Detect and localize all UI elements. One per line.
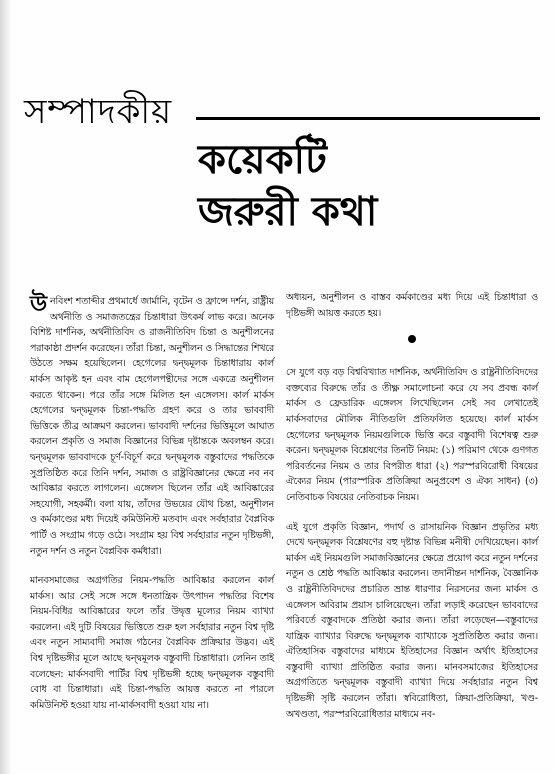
article-title-line-1: কয়েকটি — [198, 137, 327, 183]
paragraph: অধ্যয়ন, অনুশীলন ও বাস্তব কর্মকাণ্ডের মধ্য দিয়ে এই চিন্তাধারা ও দৃষ্টিভঙ্গী আয়ত্ত করতে হয়। — [286, 292, 538, 319]
paragraph — [30, 294, 274, 559]
drop-cap: উ — [30, 292, 48, 317]
section-heading: সম্পাদকীয় — [24, 92, 173, 132]
right-column — [286, 290, 538, 736]
left-column — [30, 294, 274, 727]
paragraph: মানবসমাজের অগ্রগতির নিয়ম-পদ্ধতি আবিষ্কার করলেন কার্ল মার্কস। আর সেই সঙ্গে সঙ্গে ধনতান্ত্রিক উৎপাদন পদ্ধতির বিশেষ নিয়ম-বিধির আবিষ্কারের ফলে তাঁর উদ্বৃত্ত মূল্যের নিয়ম ব্যাখ্যা করলেন। এই দুটি বিষয়ের ভিত্তিতে শুরু হল সর্বহারার নতুন বিশ্ব দৃষ্টি এবং নতুন সাম্যবাদী সমাজ গঠনের বৈপ্লবিক প্রক্রিয়ার উদ্ভব। এই বিশ্ব দৃষ্টিভঙ্গীর মূলে আছে দ্বন্দ্বমূলক বস্তুবাদী চিন্তাধারা। লেনিন তাই বলেছেন: মার্কসবাদী পার্টির বিশ্ব দৃষ্টিভঙ্গী হচ্ছে দ্বন্দ্বমূলক বস্তুবাদী বোধ বা চিন্তাধারা। এই চিন্তা-পদ্ধতি আয়ত্ত করতে না পারলে কমিউনিস্ট হওয়া যায় না-মার্কসবাদী হওয়া যায় না। — [30, 575, 274, 711]
page-edge-shadow — [0, 0, 12, 774]
paragraph-text: নবিংশ শতাব্দীর প্রথমার্ধে জার্মানি, বৃটেন ও ফ্রান্সে দর্শন, রাষ্ট্রীয় অর্থনীতি ও সমাজতন্ত্রের চিন্তাধারা উৎকর্ষ লাভ করে। অনেক বিশিষ্ট দার্শনিক, অর্থনীতিবিদ ও রাজনীতিবিদ চিন্তা ও অনুশীলনের পরাকাষ্ঠা প্রদর্শন করেছেন। তাঁরা চিন্তা, অনুশীলন ও সিদ্ধান্তের শিখরে উঠতে সক্ষম হয়েছিলেন। হেগেলের দ্বন্দ্বমূলক চিন্তাধারায় কার্ল মার্কস আকৃষ্ট হন এবং বাম হেগেলপন্থীদের সঙ্গে একত্রে অনুশীলন করতে থাকেন। পরে তাঁর সঙ্গে মিলিত হন এঙ্গেলস। কার্ল মার্কস হেগেলের দ্বন্দ্বমূলক চিন্তা-পদ্ধতি গ্রহণ করে ও তার ভাববাদী ভিত্তিকে তীব্র আক্রমণ করলেন। ভাববাদী দর্শনের ভিত্তিমূলে আঘাত করলেন প্রকৃতি ও সমাজ বিজ্ঞানের বিভিন্ন দৃষ্টান্তকে অবলম্বন করে। দ্বন্দ্বমূলক ভাববাদকে চূর্ণ-বিচূর্ণ করে দ্বন্দ্বমূলক বস্তুবাদের পদ্ধতিকে সুপ্রতিষ্ঠিত করে তিনি দর্শন, সমাজ ও রাষ্ট্রবিজ্ঞানের ক্ষেত্রে নব নব আবিষ্কার করতে লাগলেন। এঙ্গেলস ছিলেন তাঁর এই আবিষ্কারের সহযোগী, সহকর্মী। বলা যায়, তাঁদের উভয়ের যৌথ চিন্তা, অনুশীলন ও কর্মকাণ্ডের মধ্য দিয়েই কমিউনিস্ট মতবাদ এবং সর্বহারার বৈপ্লবিক পার্টি ও সংগ্রাম গড়ে ওঠে। সংগ্রাম হয় বিশ্ব সর্বহারার নতুন দৃষ্টিভঙ্গী, নতুন দর্শন ও নতুন বৈপ্লবিক কর্মধারা। — [30, 296, 274, 557]
paragraph: এই যুগে প্রকৃতি বিজ্ঞান, পদার্থ ও রাসায়নিক বিজ্ঞান প্রভৃতির মধ্য দেখে দ্বন্দ্বমূলক বিশ্লেষণের বহু দৃষ্টান্ত বিভিন্ন মনীষী দেখিয়েছেন। কার্ল মার্কস এই নিয়মগুলি সমাজবিজ্ঞানের ক্ষেত্রে প্রয়োগ করে নতুন দর্শনের নতুন ও শ্রেষ্ঠ পদ্ধতি আবিষ্কার করলেন। তদানীন্তন দার্শনিক, বৈজ্ঞানিক ও রাষ্ট্রনীতিবিদদের প্রচারিত ভ্রান্ত ধারণার নিরসনের জন্য মার্কস ও এঙ্গেলস অবিরাম প্রয়াস চালিয়েছেন। তাঁরা লড়াই করেছেন ভাববাদের পরিবর্তে বস্তুবাদকে প্রতিষ্ঠা করার জন্য। তাঁরা লড়েছেন—বস্তুবাদের যান্ত্রিক ব্যাখ্যার বিরুদ্ধে দ্বন্দ্বমূলক ব্যাখ্যাকে সুপ্রতিষ্ঠিত করার জন্য। ঐতিহাসিক বস্তুবাদের মাধ্যমে ইতিহাসের বিজ্ঞান অর্থাৎ ইতিহাসের বস্তুবাদী ব্যাখ্যা প্রতিষ্ঠিত করার জন্য। মানবসমাজের ইতিহাসের অগ্রগতিতে দ্বন্দ্বমূলক বস্তুবাদী ব্যাখ্যা দিয়ে সর্বহারার নতুন বিশ্ব দৃষ্টিভঙ্গী সৃষ্টি করলেন তাঁরা। স্ববিরোধিতা, ক্রিয়া-প্রতিক্রিয়া, খণ্ড-অখণ্ডতা, পরস্পরবিরোধিতার মাধ্যমে নব- — [286, 521, 538, 720]
paragraph: সে যুগে বড় বড় বিশ্ববিখ্যাত দার্শনিক, অর্থনীতিবিদ ও রাষ্ট্রনীতিবিদদের বক্তব্যের বিরুদ্ধে তাঁর ও তীক্ষ্ণ সমালোচনা করে যে সব প্রবন্ধ কার্ল মার্কস ও ফ্রেডারিক এঙ্গেলস লিখেছিলেন সেই সব লেখাতেই মার্কসবাদের মৌলিক নীতিগুলি প্রতিফলিত হয়েছে। কার্ল মার্কস হেগেলের দ্বন্দ্বমূলক নিয়মগুলিকে ভিত্তি করে বস্তুবাদী বিশেষত্ব শুরু করেন। দ্বন্দ্বমূলক বিশ্লেষণের তিনটি নিয়ম: (১) পরিমাণ থেকে গুণগত পরিবর্তনের নিয়ম ও তার বিপরীত ধারা (২) পরস্পরবিরোধী বিষয়ের ঐক্যের নিয়ম (পারস্পরিক প্রতিক্রিয়া অনুপ্রবেশ ও ঐক্য সাধন) (৩) নেতিবাচক বিষয়ের নেতিবাচক নিয়ম। — [286, 367, 538, 503]
article-title — [198, 134, 377, 238]
heading-underline — [196, 117, 540, 120]
article-title-line-2: জরুরী কথা — [198, 189, 378, 235]
section-bullet — [408, 335, 416, 343]
